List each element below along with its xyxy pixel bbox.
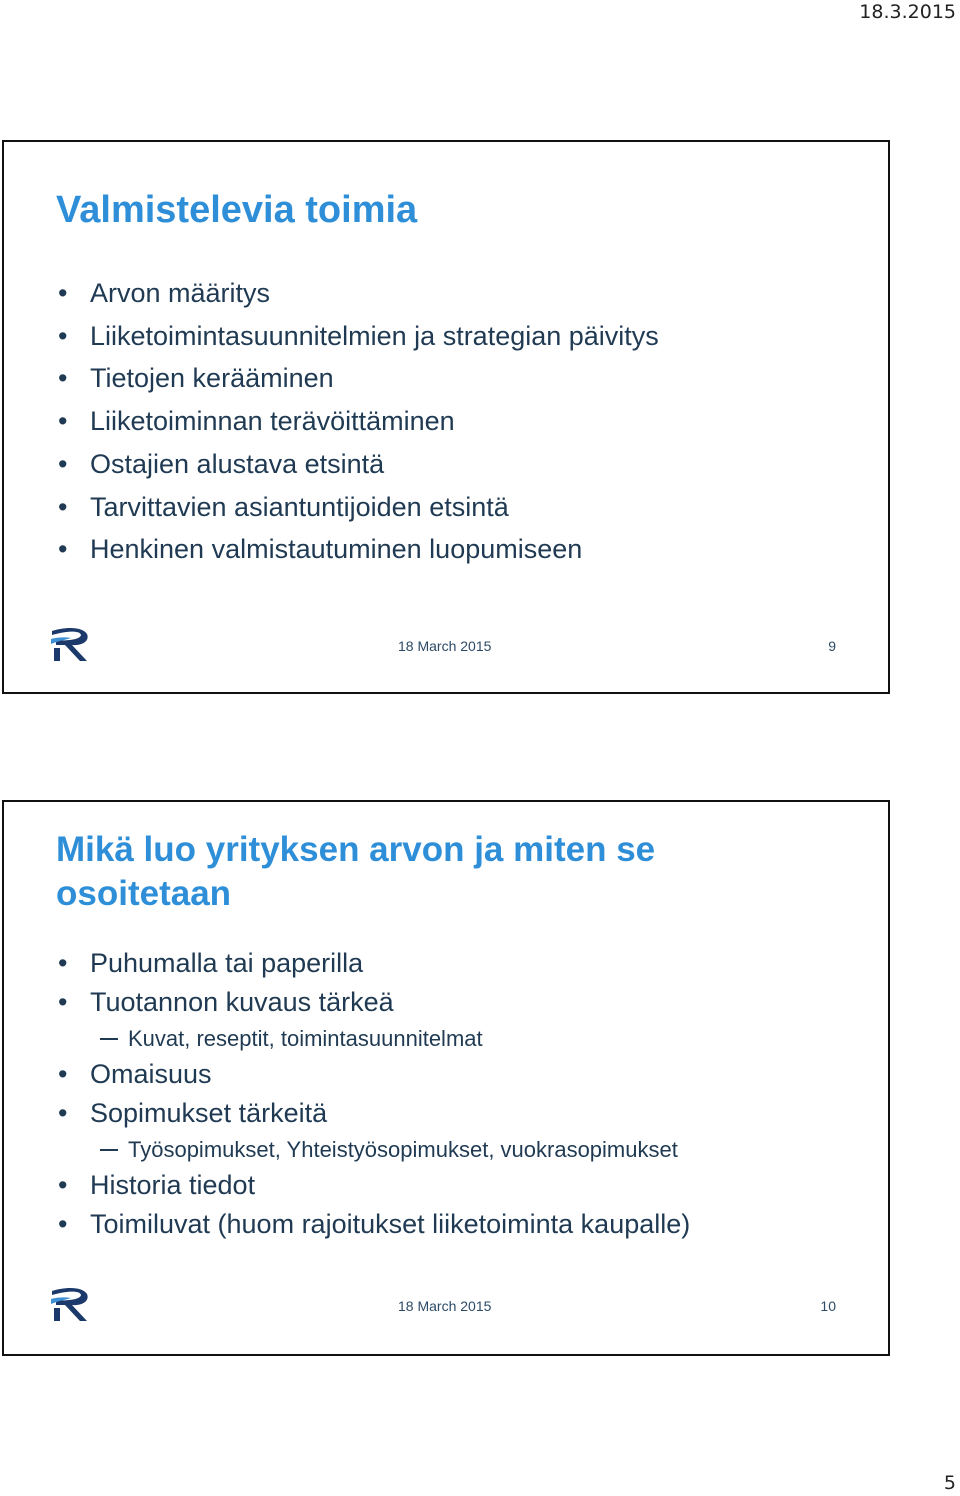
- footer-date: 18 March 2015: [398, 638, 492, 654]
- footer-date: 18 March 2015: [398, 1298, 492, 1314]
- bullet-list: [56, 944, 690, 1244]
- slide-footer: [4, 626, 888, 666]
- sub-bullet-item: Kuvat, reseptit, toimintasuunnitelmat: [56, 1022, 690, 1055]
- bullet-item: • Henkinen valmistautuminen luopumiseen: [56, 528, 659, 571]
- footer-slide-number: 9: [828, 638, 836, 654]
- bullet-list: [56, 272, 659, 571]
- page-number: 5: [943, 1472, 956, 1494]
- slide-title: Valmistelevia toimia: [56, 189, 418, 231]
- bullet-item: • Omaisuus: [56, 1055, 690, 1094]
- sub-bullet-item: Työsopimukset, Yhteistyösopimukset, vuokrasopimukset: [56, 1133, 690, 1166]
- bullet-item: • Tietojen kerääminen: [56, 357, 659, 400]
- footer-slide-number: 10: [820, 1298, 836, 1314]
- bullet-item: • Arvon määritys: [56, 272, 659, 315]
- bullet-item: • Sopimukset tärkeitä: [56, 1094, 690, 1133]
- r-logo-icon: [50, 626, 90, 664]
- bullet-item: • Liiketoiminnan terävöittäminen: [56, 400, 659, 443]
- bullet-item: • Liiketoimintasuunnitelmien ja strategian päivitys: [56, 315, 659, 358]
- slide-10: [2, 800, 890, 1356]
- slide-footer: [4, 1286, 888, 1326]
- bullet-item: • Ostajien alustava etsintä: [56, 443, 659, 486]
- bullet-item: • Puhumalla tai paperilla: [56, 944, 690, 983]
- bullet-item: • Tarvittavien asiantuntijoiden etsintä: [56, 486, 659, 529]
- slide-title: Mikä luo yrityksen arvon ja miten se osoitetaan: [56, 830, 656, 913]
- page-date: 18.3.2015: [859, 1, 956, 23]
- slide-9: [2, 140, 890, 694]
- r-logo-icon: [50, 1286, 90, 1324]
- bullet-item: • Historia tiedot: [56, 1166, 690, 1205]
- bullet-item: • Toimiluvat (huom rajoitukset liiketoiminta kaupalle): [56, 1205, 690, 1244]
- bullet-item: • Tuotannon kuvaus tärkeä: [56, 983, 690, 1022]
